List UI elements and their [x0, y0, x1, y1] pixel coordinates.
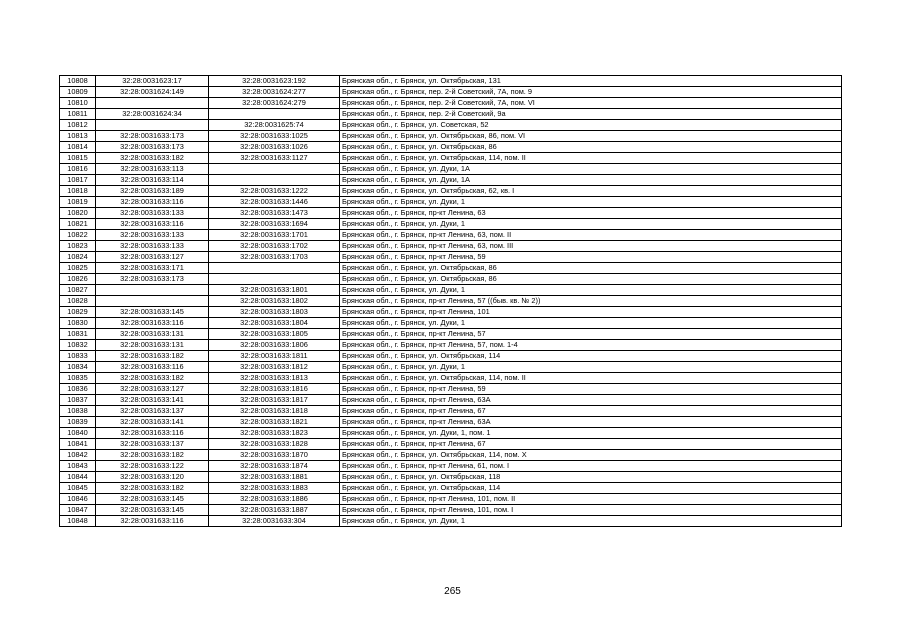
- row-number-cell: 10848: [60, 516, 96, 527]
- building-cadastral-cell: [209, 109, 340, 120]
- row-number-cell: 10818: [60, 186, 96, 197]
- address-cell: Брянская обл., г. Брянск, ул. Октябрьская, 62, кв. I: [340, 186, 842, 197]
- row-number-cell: 10843: [60, 461, 96, 472]
- parcel-cadastral-cell: 32:28:0031633:116: [96, 318, 209, 329]
- building-cadastral-cell: [209, 175, 340, 186]
- address-cell: Брянская обл., г. Брянск, пр-кт Ленина, 63, пом. III: [340, 241, 842, 252]
- building-cadastral-cell: 32:28:0031633:1702: [209, 241, 340, 252]
- table-row: [60, 505, 842, 516]
- table-row: [60, 153, 842, 164]
- parcel-cadastral-cell: 32:28:0031633:145: [96, 494, 209, 505]
- row-number-cell: 10824: [60, 252, 96, 263]
- building-cadastral-cell: 32:28:0031633:1818: [209, 406, 340, 417]
- address-cell: Брянская обл., г. Брянск, пр-кт Ленина, 63А: [340, 395, 842, 406]
- row-number-cell: 10834: [60, 362, 96, 373]
- building-cadastral-cell: 32:28:0031633:1127: [209, 153, 340, 164]
- row-number-cell: 10808: [60, 76, 96, 87]
- row-number-cell: 10844: [60, 472, 96, 483]
- building-cadastral-cell: 32:28:0031633:1817: [209, 395, 340, 406]
- table-row: [60, 120, 842, 131]
- parcel-cadastral-cell: 32:28:0031633:131: [96, 329, 209, 340]
- parcel-cadastral-cell: 32:28:0031633:133: [96, 230, 209, 241]
- row-number-cell: 10842: [60, 450, 96, 461]
- table-row: [60, 197, 842, 208]
- row-number-cell: 10816: [60, 164, 96, 175]
- table-row: [60, 252, 842, 263]
- building-cadastral-cell: 32:28:0031633:1883: [209, 483, 340, 494]
- row-number-cell: 10846: [60, 494, 96, 505]
- parcel-cadastral-cell: 32:28:0031633:141: [96, 417, 209, 428]
- page-number: 265: [444, 586, 461, 597]
- table-row: [60, 450, 842, 461]
- address-cell: Брянская обл., г. Брянск, ул. Дуки, 1А: [340, 175, 842, 186]
- address-cell: Брянская обл., г. Брянск, ул. Октябрьская, 114: [340, 483, 842, 494]
- parcel-cadastral-cell: 32:28:0031633:116: [96, 362, 209, 373]
- parcel-cadastral-cell: 32:28:0031633:120: [96, 472, 209, 483]
- parcel-cadastral-cell: 32:28:0031633:116: [96, 428, 209, 439]
- parcel-cadastral-cell: 32:28:0031624:149: [96, 87, 209, 98]
- table-row: [60, 296, 842, 307]
- parcel-cadastral-cell: 32:28:0031633:114: [96, 175, 209, 186]
- address-cell: Брянская обл., г. Брянск, ул. Дуки, 1А: [340, 164, 842, 175]
- parcel-cadastral-cell: 32:28:0031633:171: [96, 263, 209, 274]
- table-row: [60, 263, 842, 274]
- address-cell: Брянская обл., г. Брянск, ул. Дуки, 1, пом. 1: [340, 428, 842, 439]
- parcel-cadastral-cell: 32:28:0031633:116: [96, 516, 209, 527]
- row-number-cell: 10831: [60, 329, 96, 340]
- table-row: [60, 241, 842, 252]
- row-number-cell: 10829: [60, 307, 96, 318]
- row-number-cell: 10827: [60, 285, 96, 296]
- table-row: [60, 428, 842, 439]
- building-cadastral-cell: 32:28:0031633:1806: [209, 340, 340, 351]
- row-number-cell: 10812: [60, 120, 96, 131]
- building-cadastral-cell: 32:28:0031633:1823: [209, 428, 340, 439]
- table-row: [60, 186, 842, 197]
- row-number-cell: 10815: [60, 153, 96, 164]
- building-cadastral-cell: 32:28:0031633:1887: [209, 505, 340, 516]
- parcel-cadastral-cell: 32:28:0031633:182: [96, 483, 209, 494]
- building-cadastral-cell: 32:28:0031633:1874: [209, 461, 340, 472]
- table-row: [60, 230, 842, 241]
- parcel-cadastral-cell: [96, 285, 209, 296]
- table-row: [60, 175, 842, 186]
- row-number-cell: 10814: [60, 142, 96, 153]
- table-row: [60, 351, 842, 362]
- parcel-cadastral-cell: 32:28:0031633:141: [96, 395, 209, 406]
- building-cadastral-cell: 32:28:0031633:1694: [209, 219, 340, 230]
- building-cadastral-cell: [209, 274, 340, 285]
- address-cell: Брянская обл., г. Брянск, пр-кт Ленина, 61, пом. I: [340, 461, 842, 472]
- table-row: [60, 494, 842, 505]
- table-row: [60, 164, 842, 175]
- parcel-cadastral-cell: 32:28:0031633:133: [96, 208, 209, 219]
- row-number-cell: 10826: [60, 274, 96, 285]
- building-cadastral-cell: 32:28:0031633:1886: [209, 494, 340, 505]
- table-body: [60, 76, 842, 527]
- parcel-cadastral-cell: 32:28:0031624:34: [96, 109, 209, 120]
- building-cadastral-cell: 32:28:0031633:1802: [209, 296, 340, 307]
- row-number-cell: 10835: [60, 373, 96, 384]
- address-cell: Брянская обл., г. Брянск, ул. Дуки, 1: [340, 318, 842, 329]
- table-row: [60, 87, 842, 98]
- table-row: [60, 142, 842, 153]
- table-row: [60, 318, 842, 329]
- address-cell: Брянская обл., г. Брянск, ул. Октябрьская, 114, пом. X: [340, 450, 842, 461]
- address-cell: Брянская обл., г. Брянск, пер. 2-й Советский, 7А, пом. 9: [340, 87, 842, 98]
- table-row: [60, 362, 842, 373]
- parcel-cadastral-cell: 32:28:0031633:137: [96, 406, 209, 417]
- table-row: [60, 98, 842, 109]
- building-cadastral-cell: 32:28:0031633:1801: [209, 285, 340, 296]
- row-number-cell: 10819: [60, 197, 96, 208]
- table-row: [60, 109, 842, 120]
- building-cadastral-cell: 32:28:0031633:1446: [209, 197, 340, 208]
- address-cell: Брянская обл., г. Брянск, пр-кт Ленина, 63, пом. II: [340, 230, 842, 241]
- row-number-cell: 10840: [60, 428, 96, 439]
- table-row: [60, 439, 842, 450]
- address-cell: Брянская обл., г. Брянск, пр-кт Ленина, 63: [340, 208, 842, 219]
- address-cell: Брянская обл., г. Брянск, ул. Дуки, 1: [340, 219, 842, 230]
- row-number-cell: 10813: [60, 131, 96, 142]
- table-row: [60, 472, 842, 483]
- building-cadastral-cell: 32:28:0031633:1870: [209, 450, 340, 461]
- address-cell: Брянская обл., г. Брянск, ул. Октябрьская, 114: [340, 351, 842, 362]
- building-cadastral-cell: 32:28:0031633:1701: [209, 230, 340, 241]
- parcel-cadastral-cell: 32:28:0031633:127: [96, 252, 209, 263]
- building-cadastral-cell: 32:28:0031633:1816: [209, 384, 340, 395]
- parcel-cadastral-cell: 32:28:0031633:116: [96, 219, 209, 230]
- table-row: [60, 395, 842, 406]
- table-row: [60, 516, 842, 527]
- row-number-cell: 10847: [60, 505, 96, 516]
- parcel-cadastral-cell: [96, 296, 209, 307]
- table-row: [60, 373, 842, 384]
- table-row: [60, 417, 842, 428]
- row-number-cell: 10845: [60, 483, 96, 494]
- parcel-cadastral-cell: 32:28:0031633:127: [96, 384, 209, 395]
- row-number-cell: 10832: [60, 340, 96, 351]
- address-cell: Брянская обл., г. Брянск, ул. Дуки, 1: [340, 362, 842, 373]
- address-cell: Брянская обл., г. Брянск, ул. Октябрьская, 86, пом. VI: [340, 131, 842, 142]
- table-row: [60, 76, 842, 87]
- table-row: [60, 274, 842, 285]
- row-number-cell: 10833: [60, 351, 96, 362]
- parcel-cadastral-cell: 32:28:0031633:133: [96, 241, 209, 252]
- table-row: [60, 285, 842, 296]
- building-cadastral-cell: 32:28:0031624:279: [209, 98, 340, 109]
- building-cadastral-cell: 32:28:0031633:1473: [209, 208, 340, 219]
- table-row: [60, 461, 842, 472]
- building-cadastral-cell: 32:28:0031633:1812: [209, 362, 340, 373]
- building-cadastral-cell: 32:28:0031624:277: [209, 87, 340, 98]
- building-cadastral-cell: [209, 164, 340, 175]
- building-cadastral-cell: 32:28:0031633:1803: [209, 307, 340, 318]
- row-number-cell: 10823: [60, 241, 96, 252]
- building-cadastral-cell: 32:28:0031633:1804: [209, 318, 340, 329]
- row-number-cell: 10837: [60, 395, 96, 406]
- address-cell: Брянская обл., г. Брянск, ул. Октябрьская, 86: [340, 274, 842, 285]
- row-number-cell: 10828: [60, 296, 96, 307]
- building-cadastral-cell: 32:28:0031623:192: [209, 76, 340, 87]
- row-number-cell: 10839: [60, 417, 96, 428]
- row-number-cell: 10838: [60, 406, 96, 417]
- parcel-cadastral-cell: 32:28:0031633:113: [96, 164, 209, 175]
- address-cell: Брянская обл., г. Брянск, ул. Октябрьская, 131: [340, 76, 842, 87]
- row-number-cell: 10817: [60, 175, 96, 186]
- building-cadastral-cell: 32:28:0031633:304: [209, 516, 340, 527]
- address-cell: Брянская обл., г. Брянск, ул. Октябрьская, 86: [340, 142, 842, 153]
- table-row: [60, 219, 842, 230]
- row-number-cell: 10809: [60, 87, 96, 98]
- row-number-cell: 10810: [60, 98, 96, 109]
- building-cadastral-cell: 32:28:0031633:1703: [209, 252, 340, 263]
- table-row: [60, 329, 842, 340]
- parcel-cadastral-cell: 32:28:0031633:122: [96, 461, 209, 472]
- address-cell: Брянская обл., г. Брянск, пр-кт Ленина, 57 ((быв. кв. № 2)): [340, 296, 842, 307]
- address-cell: Брянская обл., г. Брянск, ул. Октябрьская, 86: [340, 263, 842, 274]
- address-cell: Брянская обл., г. Брянск, ул. Октябрьская, 118: [340, 472, 842, 483]
- address-cell: Брянская обл., г. Брянск, пр-кт Ленина, 67: [340, 439, 842, 450]
- parcel-cadastral-cell: 32:28:0031633:182: [96, 373, 209, 384]
- parcel-cadastral-cell: 32:28:0031633:137: [96, 439, 209, 450]
- address-cell: Брянская обл., г. Брянск, ул. Дуки, 1: [340, 516, 842, 527]
- row-number-cell: 10811: [60, 109, 96, 120]
- parcel-cadastral-cell: 32:28:0031623:17: [96, 76, 209, 87]
- parcel-cadastral-cell: 32:28:0031633:145: [96, 307, 209, 318]
- parcel-cadastral-cell: [96, 98, 209, 109]
- table-row: [60, 483, 842, 494]
- building-cadastral-cell: 32:28:0031633:1026: [209, 142, 340, 153]
- row-number-cell: 10825: [60, 263, 96, 274]
- address-cell: Брянская обл., г. Брянск, ул. Советская, 52: [340, 120, 842, 131]
- building-cadastral-cell: [209, 263, 340, 274]
- table-row: [60, 208, 842, 219]
- registry-table: [59, 75, 842, 527]
- row-number-cell: 10836: [60, 384, 96, 395]
- table-row: [60, 340, 842, 351]
- address-cell: Брянская обл., г. Брянск, пр-кт Ленина, 67: [340, 406, 842, 417]
- parcel-cadastral-cell: 32:28:0031633:116: [96, 197, 209, 208]
- address-cell: Брянская обл., г. Брянск, пер. 2-й Советский, 9а: [340, 109, 842, 120]
- address-cell: Брянская обл., г. Брянск, пр-кт Ленина, 59: [340, 252, 842, 263]
- address-cell: Брянская обл., г. Брянск, ул. Октябрьская, 114, пом. II: [340, 373, 842, 384]
- address-cell: Брянская обл., г. Брянск, пр-кт Ленина, 59: [340, 384, 842, 395]
- table-row: [60, 406, 842, 417]
- parcel-cadastral-cell: 32:28:0031633:182: [96, 153, 209, 164]
- parcel-cadastral-cell: 32:28:0031633:189: [96, 186, 209, 197]
- parcel-cadastral-cell: 32:28:0031633:173: [96, 142, 209, 153]
- building-cadastral-cell: 32:28:0031625:74: [209, 120, 340, 131]
- row-number-cell: 10821: [60, 219, 96, 230]
- building-cadastral-cell: 32:28:0031633:1881: [209, 472, 340, 483]
- address-cell: Брянская обл., г. Брянск, пер. 2-й Советский, 7А, пом. VI: [340, 98, 842, 109]
- building-cadastral-cell: 32:28:0031633:1821: [209, 417, 340, 428]
- address-cell: Брянская обл., г. Брянск, пр-кт Ленина, 101: [340, 307, 842, 318]
- row-number-cell: 10841: [60, 439, 96, 450]
- building-cadastral-cell: 32:28:0031633:1828: [209, 439, 340, 450]
- building-cadastral-cell: 32:28:0031633:1811: [209, 351, 340, 362]
- parcel-cadastral-cell: 32:28:0031633:145: [96, 505, 209, 516]
- parcel-cadastral-cell: 32:28:0031633:173: [96, 274, 209, 285]
- building-cadastral-cell: 32:28:0031633:1222: [209, 186, 340, 197]
- address-cell: Брянская обл., г. Брянск, ул. Дуки, 1: [340, 197, 842, 208]
- table-row: [60, 384, 842, 395]
- parcel-cadastral-cell: 32:28:0031633:173: [96, 131, 209, 142]
- building-cadastral-cell: 32:28:0031633:1025: [209, 131, 340, 142]
- building-cadastral-cell: 32:28:0031633:1805: [209, 329, 340, 340]
- parcel-cadastral-cell: 32:28:0031633:131: [96, 340, 209, 351]
- address-cell: Брянская обл., г. Брянск, ул. Октябрьская, 114, пом. II: [340, 153, 842, 164]
- address-cell: Брянская обл., г. Брянск, пр-кт Ленина, 63А: [340, 417, 842, 428]
- parcel-cadastral-cell: 32:28:0031633:182: [96, 351, 209, 362]
- address-cell: Брянская обл., г. Брянск, пр-кт Ленина, 57, пом. 1-4: [340, 340, 842, 351]
- row-number-cell: 10830: [60, 318, 96, 329]
- table-row: [60, 131, 842, 142]
- parcel-cadastral-cell: [96, 120, 209, 131]
- address-cell: Брянская обл., г. Брянск, пр-кт Ленина, 101, пом. I: [340, 505, 842, 516]
- building-cadastral-cell: 32:28:0031633:1813: [209, 373, 340, 384]
- row-number-cell: 10822: [60, 230, 96, 241]
- address-cell: Брянская обл., г. Брянск, ул. Дуки, 1: [340, 285, 842, 296]
- address-cell: Брянская обл., г. Брянск, пр-кт Ленина, 57: [340, 329, 842, 340]
- row-number-cell: 10820: [60, 208, 96, 219]
- address-cell: Брянская обл., г. Брянск, пр-кт Ленина, 101, пом. II: [340, 494, 842, 505]
- parcel-cadastral-cell: 32:28:0031633:182: [96, 450, 209, 461]
- table-row: [60, 307, 842, 318]
